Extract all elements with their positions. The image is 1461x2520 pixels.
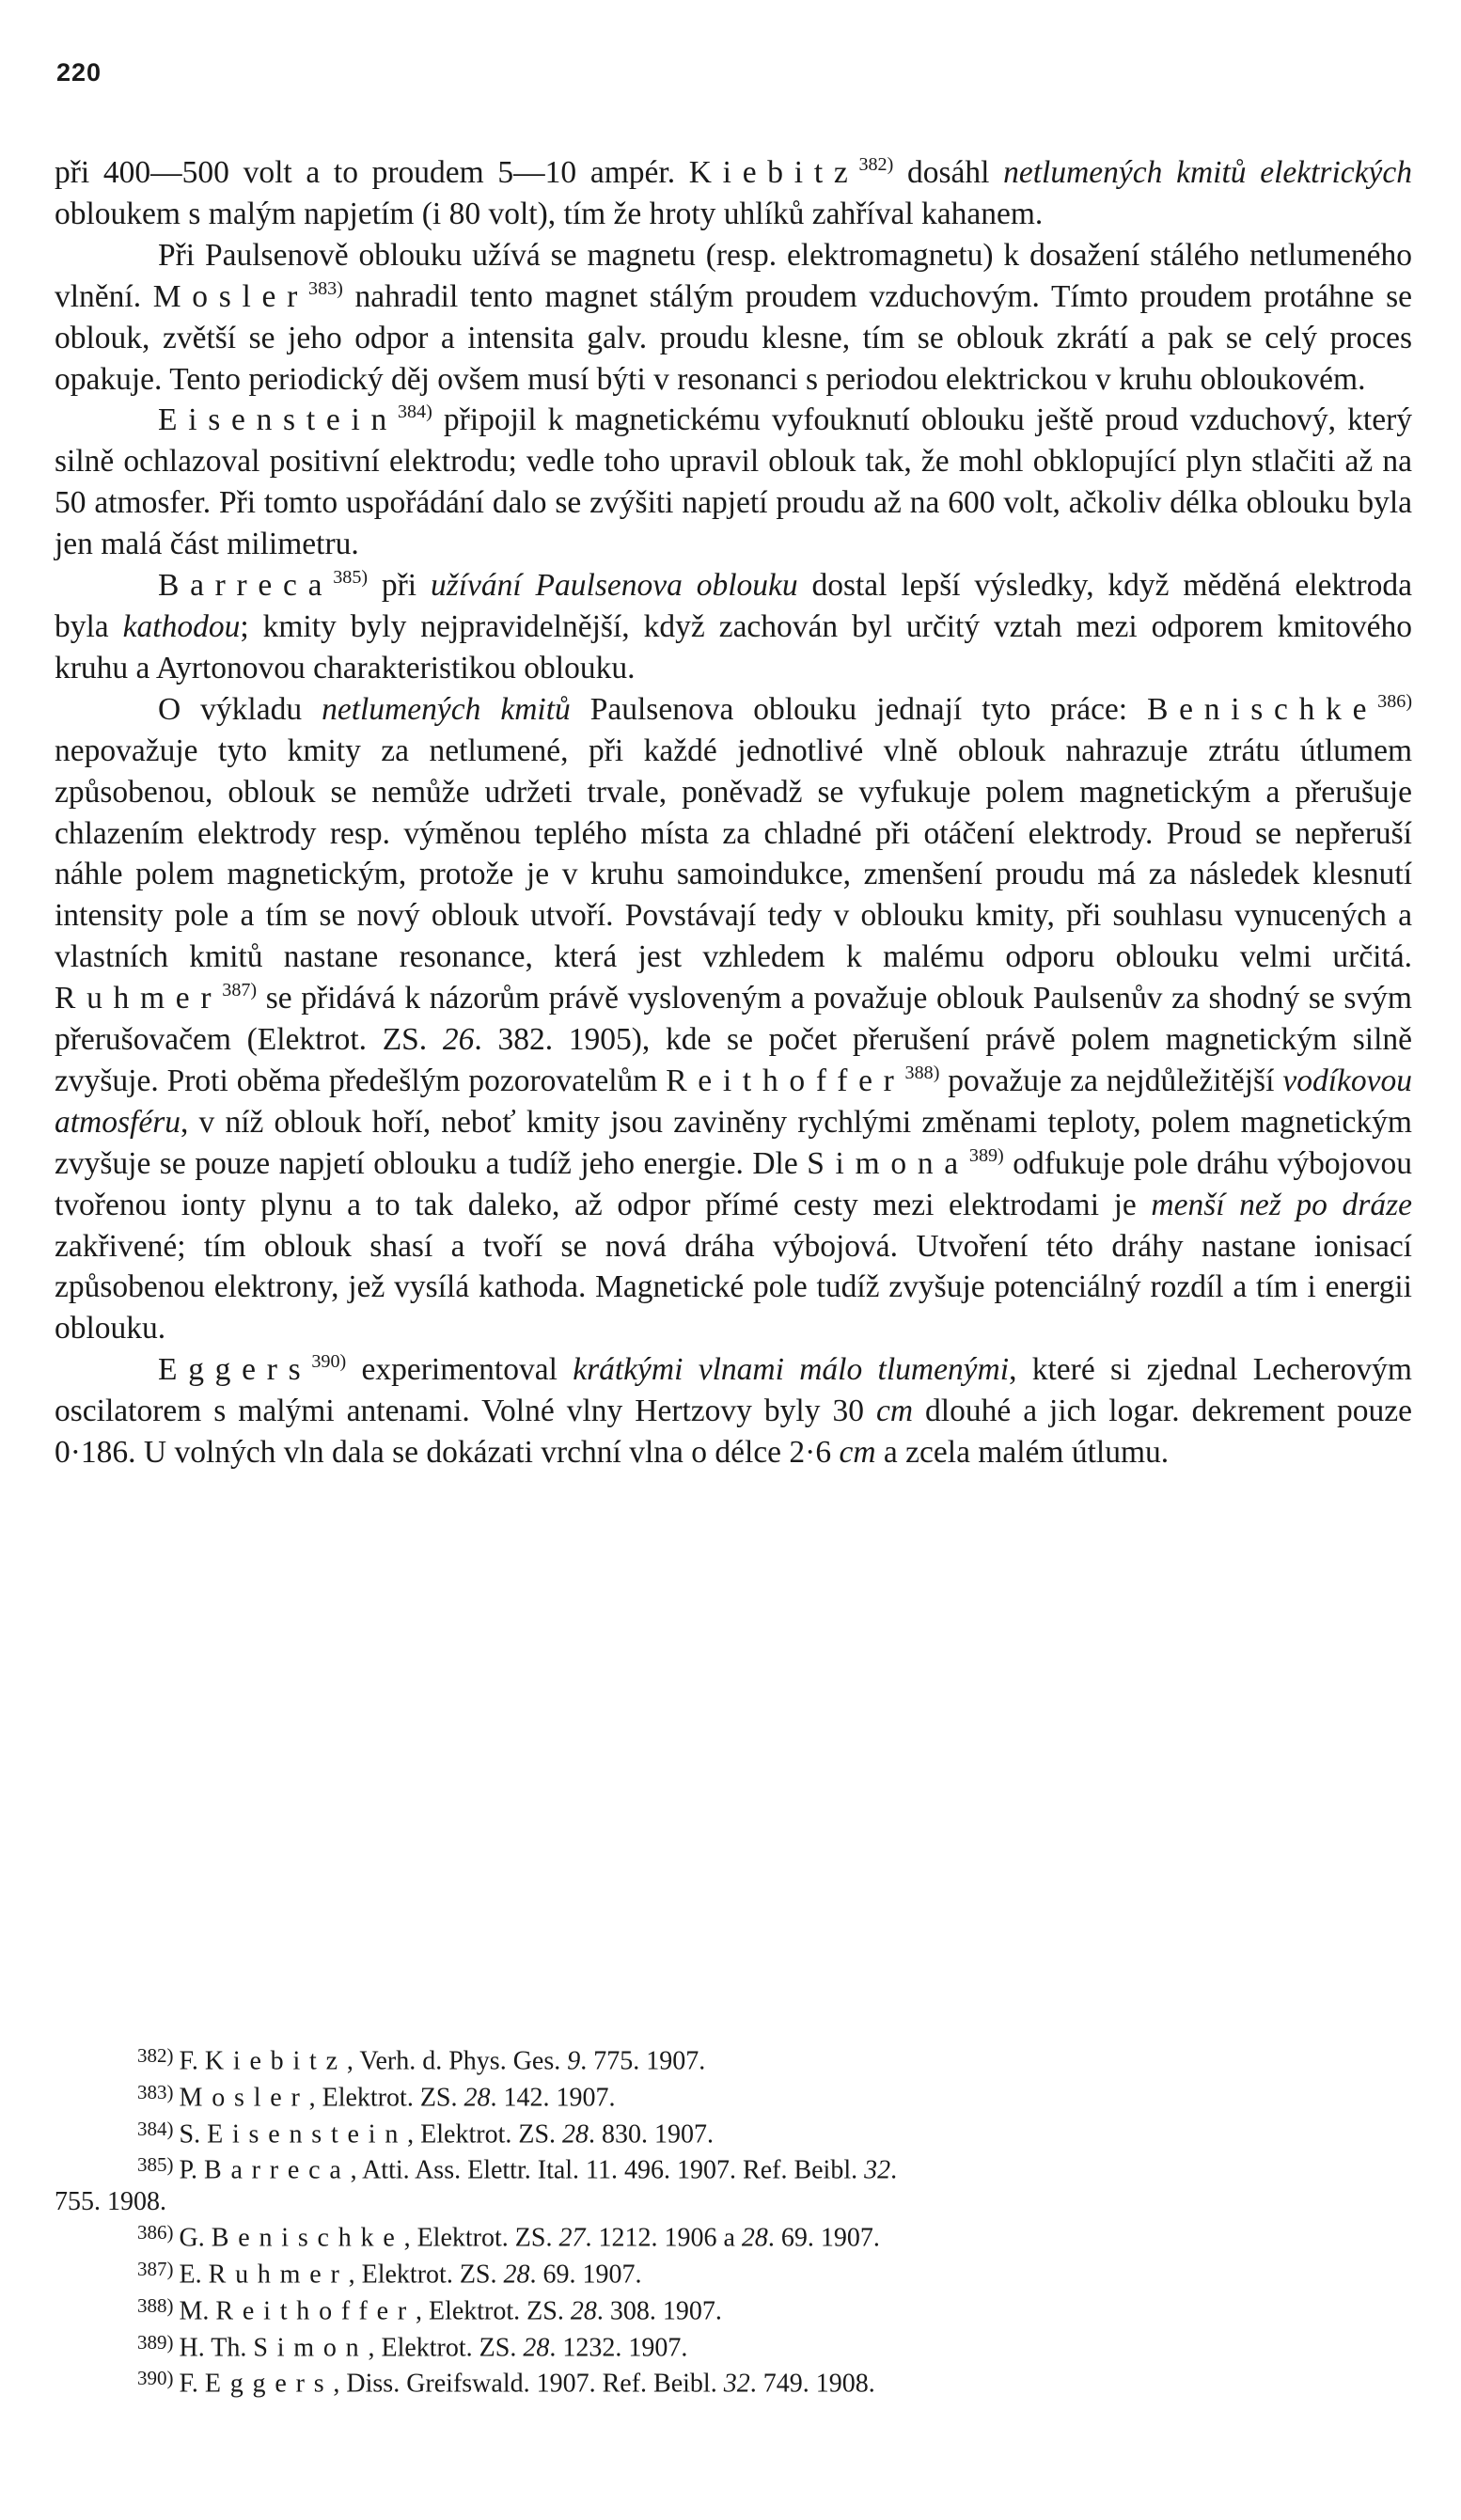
text-run: . 142. 1907. (490, 2083, 616, 2113)
text-run: se přidává k názorům právě vysloveným a považuje oblouk Paulsenův za shodný se svým přerušovačem (Elektrot. ZS. (55, 981, 1412, 1058)
text-run: O výkladu (158, 691, 322, 727)
italic-text: 32 (723, 2369, 750, 2399)
italic-text: netlumených kmitů elektrických (1003, 155, 1412, 190)
text-run: při 400—500 volt a to proudem 5—10 ampér. (55, 155, 689, 190)
text-run: . 69. 1907. (767, 2223, 880, 2253)
footnote (55, 2291, 1412, 2327)
text-run: . 69. 1907. (529, 2260, 642, 2290)
text-run: dlouhé a jich logar. dekrement pouze 0·186. U volných vln dala se dokázati vrchní vlna o délce 2·6 (55, 1394, 1412, 1471)
footnote-mark: 382) (137, 2044, 174, 2067)
footnote-ref: 387) (222, 980, 258, 1001)
text-run: . 1232. 1907. (549, 2333, 688, 2362)
text-run: E. (179, 2260, 209, 2290)
text-run: . 775. 1907. (580, 2046, 706, 2076)
footnote (55, 2254, 1412, 2291)
text-run: H. Th. (179, 2333, 254, 2362)
footnote-mark: 389) (137, 2330, 174, 2354)
text-run: . 749. 1908. (749, 2369, 875, 2399)
footnote-mark: 387) (137, 2258, 174, 2281)
text-run: při (368, 568, 431, 604)
paragraph (55, 235, 1412, 401)
text-run: , Elektrot. ZS. (308, 2083, 464, 2113)
italic-text: krátkými vlnami málo tlumenými (573, 1352, 1010, 1388)
text-run: zakřivené; tím oblouk shasí a tvoří se nová dráha výbojová. Utvoření této dráhy nastane ionisací způsobenou elektrony, jež vysílá kathoda. Magnetické pole tudíž zvyšuje potenciálný rozdíl a tím i energii oblouku. (55, 1228, 1412, 1347)
italic-text: 28 (463, 2083, 491, 2113)
author-name: Ruhmer (55, 981, 223, 1016)
text-run: M. (179, 2296, 216, 2326)
footnote-ref: 382) (858, 153, 894, 175)
text-run: , Elektrot. ZS. (415, 2296, 571, 2326)
author-name: Eggers (158, 1352, 312, 1388)
paragraph (55, 152, 1412, 235)
author-name: Eisenstein (207, 2118, 408, 2149)
author-name: Eggers (204, 2369, 334, 2399)
author-name: Mosler (179, 2083, 309, 2113)
text-run: , Elektrot. ZS. (368, 2333, 524, 2362)
footnote (55, 2150, 1412, 2186)
italic-text: 28 (570, 2296, 597, 2326)
text-run: , Elektrot. ZS. (348, 2260, 504, 2290)
author-name: Simona (807, 1145, 969, 1181)
italic-text: 28 (741, 2223, 768, 2253)
text-run: . 1212. 1906 a (585, 2223, 742, 2253)
footnote (55, 2114, 1412, 2150)
text-run: . (890, 2155, 898, 2185)
text-run: odfukuje pole dráhu výbojovou tvořenou ionty plynu a to tak daleko, až odpor přímé cesty mezi elektrodami je (55, 1145, 1412, 1222)
footnote-ref: 389) (968, 1144, 1004, 1166)
text-run: považuje za nejdůležitější (939, 1063, 1283, 1098)
italic-text: 28 (562, 2118, 589, 2149)
author-name: Benischke (1147, 691, 1378, 727)
footnote-mark: 384) (137, 2117, 174, 2140)
text-run: . 382. 1905), kde se počet přerušení právě polem magnetickým silně zvyšuje. Proti oběma předešlým pozorovatelům (55, 1022, 1413, 1098)
author-name: Eisenstein (158, 402, 398, 438)
italic-text: 32 (864, 2155, 891, 2185)
text-run: dostal lepší výsledky, když měděná elektroda byla (55, 568, 1412, 644)
italic-text: kathodou (122, 608, 241, 644)
text-run: , v níž oblouk hoří, neboť kmity jsou zaviněny rychlými změnami teploty, polem magnetickým zvyšuje se pouze napjetí oblouku a tudíž jeho energie. Dle (55, 1104, 1412, 1181)
text-run: F. (179, 2369, 205, 2399)
text-run: Při Paulsenově oblouku užívá se magnetu (resp. elektromagnetu) k dosažení stálého netlumeného vlnění. (55, 237, 1412, 314)
author-name: Reithoffer (215, 2296, 416, 2326)
text-run: , Atti. Ass. Elettr. Ital. 11. 496. 1907. Ref. Beibl. (350, 2155, 865, 2185)
text-run: , Elektrot. ZS. (403, 2223, 559, 2253)
footnote-mark: 388) (137, 2293, 174, 2317)
italic-text: netlumených kmitů (322, 691, 571, 727)
footnote (55, 2217, 1412, 2254)
author-name: Simon (253, 2333, 369, 2362)
text-run: G. (179, 2223, 212, 2253)
footnote-mark: 383) (137, 2080, 174, 2103)
text-run: Paulsenova oblouku jednají tyto práce: (570, 691, 1148, 727)
author-name: Barreca (203, 2155, 351, 2185)
text-run: , které si zjednal Lecherovým oscilatorem s malými antenami. Volné vlny Hertzovy byly 30 (55, 1352, 1412, 1429)
text-run: ; kmity byly nejpravidelnější, když zachován byl určitý vztah mezi odporem kmitového kruhu a Ayrtonovou charakteristikou oblouku. (55, 608, 1412, 685)
page-number: 220 (56, 58, 102, 87)
footnote-mark: 385) (137, 2153, 174, 2177)
author-name: Reithoffer (666, 1063, 905, 1098)
author-name: Kiebitz (204, 2046, 347, 2076)
italic-text: 28 (523, 2333, 550, 2362)
text-run: , Verh. d. Phys. Ges. (346, 2046, 568, 2076)
footnote-mark: 390) (137, 2367, 174, 2390)
footnote-ref: 390) (311, 1351, 347, 1373)
text-run: P. (179, 2155, 204, 2185)
italic-text: 9 (567, 2046, 581, 2076)
author-name: Barreca (158, 568, 334, 604)
body-text (55, 152, 1412, 1473)
text-run: připojil k magnetickému vyfouknutí oblouku ještě proud vzduchový, který silně ochlazoval positivní elektrodu; vedle toho upravil oblouk tak, že mohl obklopující plyn stlačiti až na 50 atmosfer. Při tomto uspořádání dalo se zvýšiti napjetí proudu až na 600 volt, ačkoliv délka oblouku byla jen malá část milimetru. (55, 402, 1412, 562)
italic-text: 27 (558, 2223, 586, 2253)
italic-text: menší než po dráze (1151, 1187, 1412, 1222)
text-run: experimentoval (346, 1352, 573, 1388)
paragraph (55, 689, 1412, 1350)
footnote (55, 2327, 1412, 2364)
text-run: F. (179, 2046, 205, 2076)
footnote-ref: 383) (308, 277, 343, 299)
text-run: a zcela malém útlumu. (875, 1435, 1170, 1471)
author-name: Kiebitz (688, 155, 859, 190)
footnotes (55, 2040, 1412, 2400)
text-run: . 830. 1907. (589, 2118, 715, 2149)
footnote-mark: 386) (137, 2221, 174, 2244)
italic-text: 26 (442, 1022, 475, 1058)
footnote-ref: 385) (333, 567, 369, 588)
footnote-ref: 386) (1377, 690, 1413, 712)
text-run: obloukem s malým napjetím (i 80 volt), tím že hroty uhlíků zahříval kahanem. (55, 196, 1044, 231)
text-run: dosáhl (893, 155, 1004, 190)
footnote-ref: 384) (397, 402, 432, 423)
text-run: , Diss. Greifswald. 1907. Ref. Beibl. (333, 2369, 724, 2399)
italic-text: užívání Paulsenova oblouku (430, 568, 798, 604)
footnote-continuation: 755. 1908. (55, 2187, 166, 2216)
text-run: nahradil tento magnet stálým proudem vzduchovým. Tímto proudem protáhne se oblouk, zvětší se jeho odpor a intensita galv. proudu klesne, tím se oblouk zkrátí a pak se celý proces opakuje. Tento periodický děj ovšem musí býti v resonanci s periodou elektrickou v kruhu obloukovém. (55, 278, 1412, 397)
italic-text: cm (839, 1435, 876, 1471)
italic-text: 28 (503, 2260, 530, 2290)
text-run: , Elektrot. ZS. (407, 2118, 563, 2149)
footnote (55, 2077, 1412, 2114)
footnote (55, 2040, 1412, 2077)
text-run: nepovažuje tyto kmity za netlumené, při každé jednotlivé vlně oblouk nahrazuje ztrátu útlumem způsobenou, oblouk se nemůže udržeti trvale, poněvadž se vyfukuje polem magnetickým a přerušuje chlazením elektrody resp. výměnou teplého místa za chladné při otáčení elektrody. Proud se nepřeruší náhle polem magnetickým, protože je v kruhu samoindukce, zmenšení proudu má za následek klesnutí intensity pole a tím se nový oblouk utvoří. Povstávají tedy v oblouku kmity, při souhlasu vynucených a vlastních kmitů nastane resonance, která jest vzhledem k malému odporu oblouku velmi určitá. (55, 732, 1412, 975)
author-name: Ruhmer (208, 2260, 349, 2290)
text-run: S. (179, 2118, 208, 2149)
author-name: Benischke (211, 2223, 404, 2253)
footnote (55, 2363, 1412, 2400)
italic-text: cm (875, 1394, 914, 1429)
paragraph (55, 1349, 1412, 1473)
paragraph (55, 400, 1412, 565)
paragraph (55, 565, 1412, 689)
author-name: Mosler (152, 278, 309, 314)
text-run: . 308. 1907. (596, 2296, 722, 2326)
footnote-ref: 388) (904, 1062, 940, 1083)
italic-text: vodíkovou atmosféru (55, 1063, 1412, 1140)
